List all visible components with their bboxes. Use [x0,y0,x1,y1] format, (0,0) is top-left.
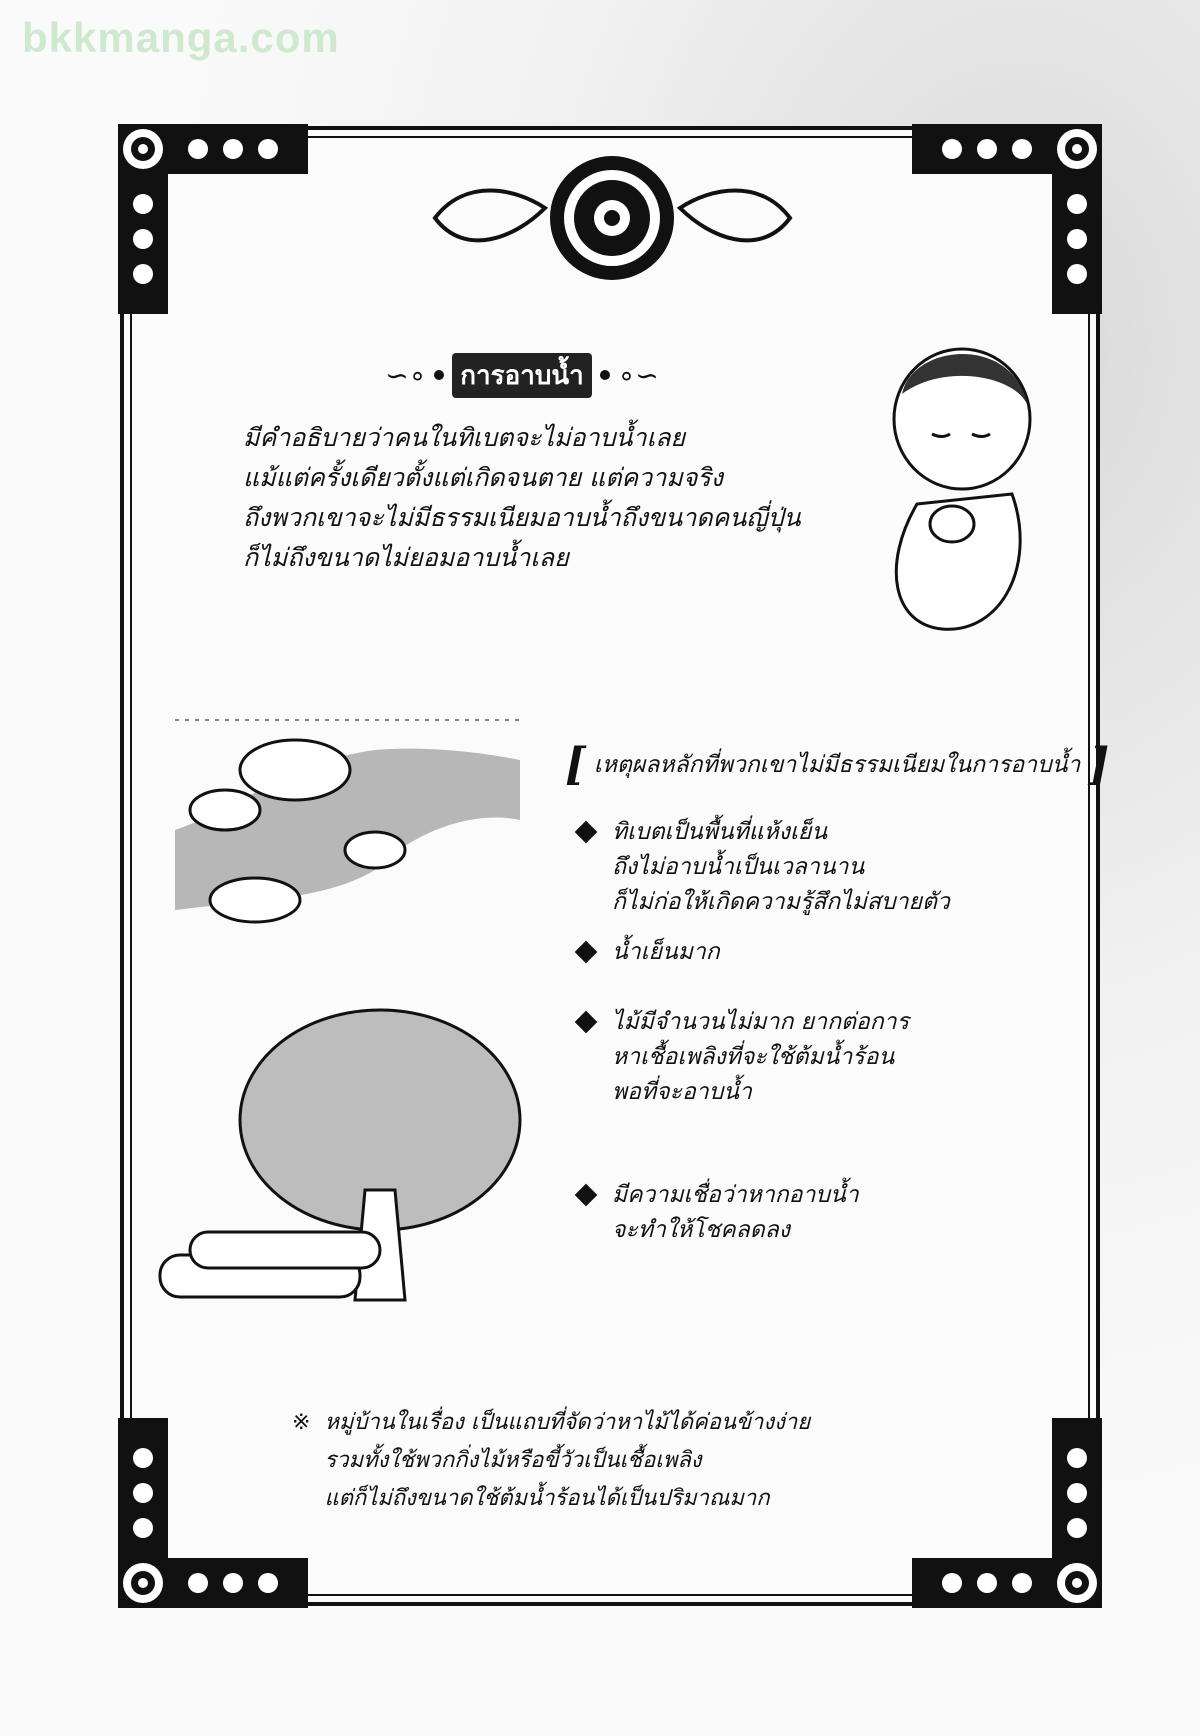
intro-paragraph [243,418,863,578]
intro-line: มีคำอธิบายว่าคนในทิเบตจะไม่อาบน้ำเลย [243,423,686,452]
reason-line: ทิเบตเป็นพื้นที่แห้งเย็น [612,819,828,845]
intro-line: ก็ไม่ถึงขนาดไม่ยอมอาบน้ำเลย [243,543,569,572]
footnote [292,1404,810,1518]
diamond-bullet-icon [575,941,598,964]
reason-item [572,1005,909,1110]
diamond-bullet-icon [575,821,598,844]
reasons-heading-text: เหตุผลหลักที่พวกเขาไม่มีธรรมเนียมในการอาบน้ำ [593,752,1081,778]
reason-line: ก็ไม่ก่อให้เกิดความรู้สึกไม่สบายตัว [612,889,950,915]
ornamental-corner-icon [118,124,308,314]
reason-line: ถึงไม่อาบน้ำเป็นเวลานาน [612,854,865,880]
reason-item [572,815,950,920]
dot-ornament-icon [600,370,610,380]
diamond-bullet-icon [575,1184,598,1207]
ornamental-corner-icon [118,1418,308,1608]
watermark: bkkmanga.com [22,14,340,61]
baby-illustration [862,334,1042,644]
reason-item [572,935,720,970]
reason-line: หาเชื้อเพลิงที่จะใช้ต้มน้ำร้อน [612,1044,895,1070]
ornamental-corner-icon [912,1418,1102,1608]
footnote-line: หมู่บ้านในเรื่อง เป็นแถบที่จัดว่าหาไม้ได้ค่อนข้างง่าย [324,1410,811,1435]
swirl-ornament-icon: ∘∽ [617,358,659,392]
ornamental-corner-icon [912,124,1102,314]
reason-line: น้ำเย็นมาก [612,939,720,965]
ornamental-crest-icon [425,148,800,288]
dot-ornament-icon [434,370,444,380]
reason-line: ไม้มีจำนวนไม่มาก ยากต่อการ [612,1009,909,1035]
diamond-bullet-icon [575,1011,598,1034]
tree-illustration [150,1000,540,1320]
bracket-close-icon: ] [1088,739,1110,790]
footnote-line: แต่ก็ไม่ถึงขนาดใช้ต้มน้ำร้อนได้เป็นปริมาณมาก [324,1486,770,1511]
reason-item [572,1178,859,1248]
reason-line: จะทำให้โชคลดลง [612,1217,791,1243]
section-title-row [372,352,672,398]
reference-mark-icon: ※ [292,1410,311,1435]
stream-illustration [175,700,520,940]
intro-line: แม้แต่ครั้งเดียวตั้งแต่เกิดจนตาย แต่ความจริง [243,463,723,492]
swirl-ornament-icon: ∽∘ [385,358,427,392]
reasons-heading [565,739,1110,790]
bracket-open-icon: [ [565,739,586,790]
intro-line: ถึงพวกเขาจะไม่มีธรรมเนียมอาบน้ำถึงขนาดคนญี่ปุ่น [243,503,801,532]
reason-line: พอที่จะอาบน้ำ [612,1079,752,1105]
reason-line: มีความเชื่อว่าหากอาบน้ำ [612,1182,859,1208]
footnote-line: รวมทั้งใช้พวกกิ่งไม้หรือขี้วัวเป็นเชื้อเพลิง [324,1448,702,1473]
section-title: การอาบน้ำ [452,353,591,398]
